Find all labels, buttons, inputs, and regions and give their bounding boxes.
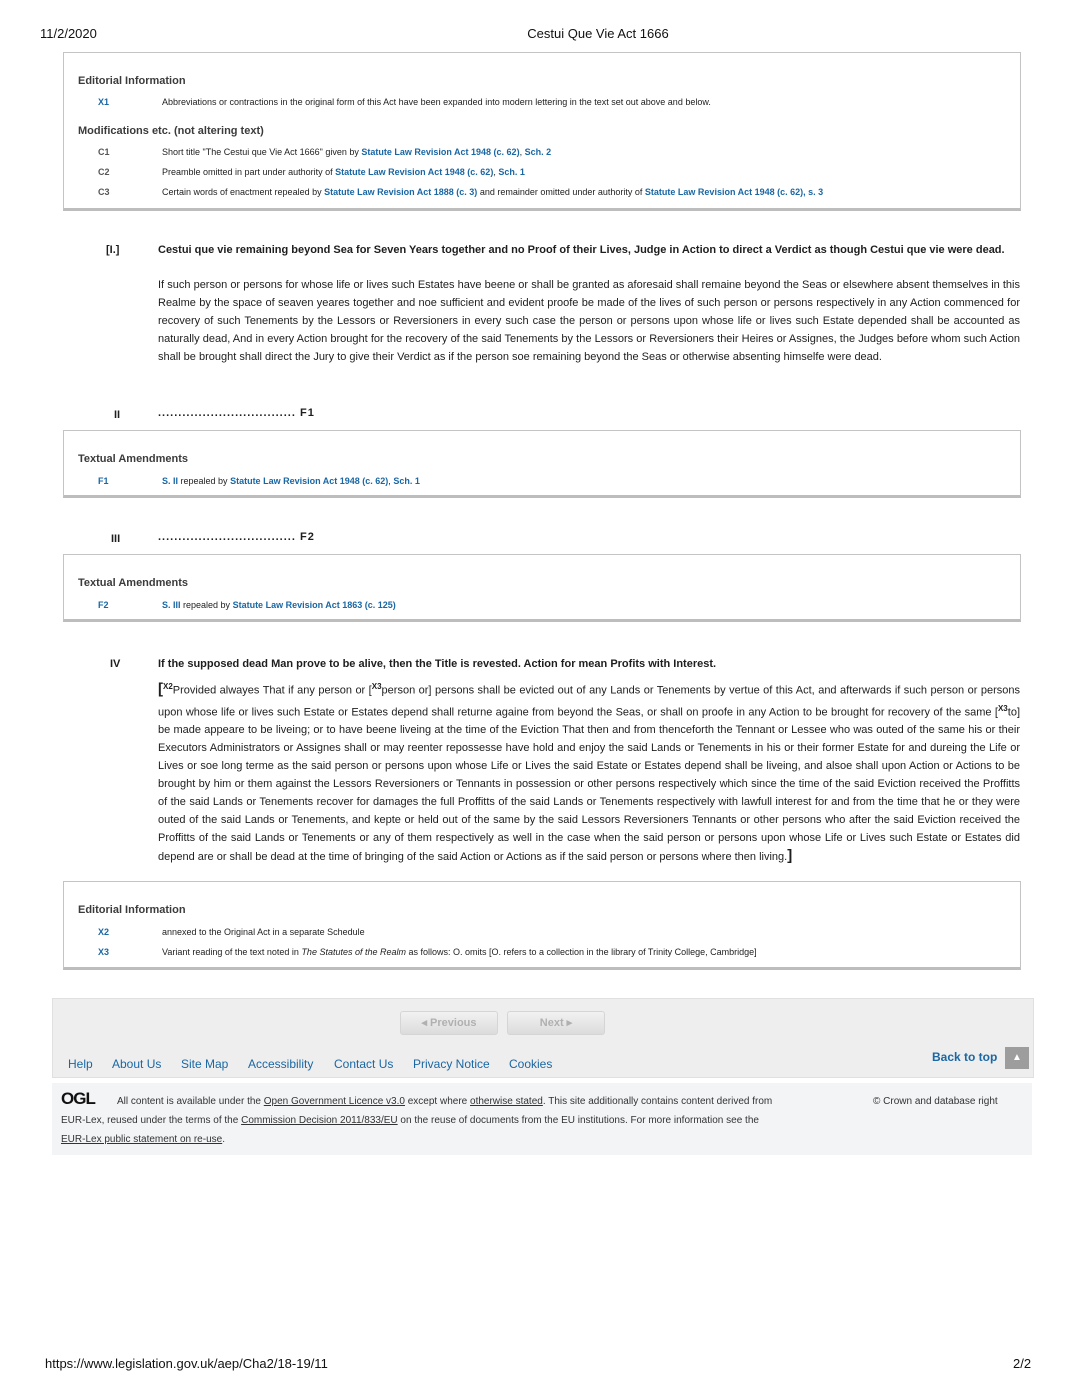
text: person or] persons shall be evicted out of any Lands or Tenements by vertue of this Act, and afterwards if such person or persons upon whose life or lives such Estate or Estates depend shall returne againe from beyond the Seas, or shall on proofe in any Action to be brought for recovery of the same [ [158,684,1020,719]
annotation-key-f1[interactable]: F1 [98,476,109,486]
chevron-right-icon: ▸ [563,1017,573,1029]
link-schedule[interactable]: Sch. 1 [498,167,525,177]
section-number-2: II [114,409,121,421]
annotation-text-x1: Abbreviations or contractions in the original form of this Act have been expanded into modern lettering in the text set out above and below. [162,97,711,107]
section-number-1: [I.] [106,244,120,256]
text: , [519,147,525,157]
editorial-box-bottom [63,881,1021,970]
text: , [388,476,394,486]
text: Provided alwayes That if any person or [ [172,684,372,697]
link-section-2[interactable]: S. II [162,476,179,486]
ogl-licence-link[interactable]: Open Government Licence v3.0 [263,1096,405,1107]
commission-decision-link[interactable]: Commission Decision 2011/833/EU [241,1115,398,1126]
dots: .................................. [158,531,296,543]
amendment-ref-f2[interactable]: F2 [299,531,315,543]
textual-amendments-box-2 [63,554,1021,622]
annotation-text-x3 [162,947,757,957]
ogl-logo: OGL [61,1089,95,1108]
editorial-box-top [63,52,1021,211]
text: and remainder omitted under authority of [477,187,645,197]
text: repealed by [178,476,231,486]
link-schedule[interactable]: Sch. 1 [393,476,420,486]
text: Certain words of enactment repealed by [162,187,325,197]
repealed-placeholder-3 [158,531,315,543]
bracket-open: [ [158,680,163,698]
licence-line-3 [61,1130,225,1149]
link-statute[interactable]: Statute Law Revision Act 1863 (c. 125) [232,600,396,610]
editorial-heading: Editorial Information [78,75,186,87]
annotation-key-c1: C1 [98,147,110,157]
annotation-text-c2 [162,167,525,177]
previous-label: Previous [430,1017,477,1029]
footer-link-about[interactable]: About Us [112,1057,162,1071]
annotation-text-c3 [162,187,823,197]
repealed-placeholder-2 [158,407,315,419]
arrow-up-icon[interactable]: ▲ [1005,1047,1029,1069]
footer-link-accessibility[interactable]: Accessibility [248,1057,314,1071]
annotation-text-x2: annexed to the Original Act in a separate Schedule [162,927,365,937]
text: repealed by [180,600,233,610]
print-title: Cestui Que Vie Act 1666 [527,26,669,41]
section-text-4 [158,678,1020,866]
editorial-heading: Editorial Information [78,904,186,916]
back-to-top-link[interactable]: Back to top [932,1050,998,1064]
eur-lex-statement-link[interactable]: EUR-Lex public statement on re-use [61,1134,223,1145]
annotation-text-f2 [162,600,396,610]
annotation-key-x1[interactable]: X1 [98,97,110,107]
chevron-left-icon: ◂ [421,1017,431,1029]
text: on the reuse of documents from the EU institutions. For more information see the [397,1115,759,1126]
previous-button[interactable] [400,1011,498,1035]
annotation-ref-x3[interactable]: X3 [997,703,1008,713]
link-statute[interactable]: Statute Law Revision Act 1948 (c. 62) [335,167,494,177]
text: to] be made appeare to be liveing; or to have beene liveing at the time of the Eviction That then and from thenceforth the Tennant or Lessee who was outed of the same his or their Executors Administrators or Assignes shall or may reenter repossesse have hold and enjoy the said Lands or Tenements in his or their former Estate for and dureing the Life or Lives or soe long terme as the said person or persons upon whose Life or Lives the said Estate or Estates depend shall be liveing, and alsoe shall upon Action or Actions to be brought by him or them against the Lessors Reversioners or Tennants in possession or other persons respectively which since the time of the said Eviction received the Proffitts of the said Lands or Tenements recover for damages the full Proffitts of the said Lands or Tenements respectively with lawfull interest for and from the time that he or they were outed of the said Lands or Tenements, and kepte or held out of the same by the said Lessors Reversioners Tennants or other persons who after the said Eviction received the Proffitts of the said Lands or Tenements or any of them respectively as well in the case when the said person or persons upon whose Life or Lives such Estate or Estates did depend are or shall be dead at the time of bringing of the said Action or Actions as if the said person or persons where then living. [158,706,1020,864]
annotation-text-f1 [162,476,420,486]
text: Short title "The Cestui que Vie Act 1666" given by [162,147,362,157]
section-number-3: III [111,533,121,545]
crown-copyright: © Crown and database right [873,1096,998,1107]
footer-link-help[interactable]: Help [68,1057,93,1071]
bracket-close: ] [787,847,793,865]
page-number: 2/2 [1013,1356,1032,1371]
annotation-ref-x3[interactable]: X3 [371,682,382,691]
text: Variant reading of the text noted in [162,947,302,957]
text: . This site additionally contains content derived from [542,1096,773,1107]
link-section[interactable]: , s. 3 [803,187,824,197]
link-statute[interactable]: Statute Law Revision Act 1888 (c. 3) [324,187,478,197]
section-number-4: IV [110,658,121,670]
text: All content is available under the [117,1096,264,1107]
textual-amendments-box-1 [63,430,1021,498]
link-statute[interactable]: Statute Law Revision Act 1948 (c. 62) [230,476,389,486]
footer-link-privacy[interactable]: Privacy Notice [413,1057,490,1071]
section-heading-4: If the supposed dead Man prove to be alive, then the Title is revested. Action for mean Profits with Interest. [158,658,717,670]
dots: .................................. [158,407,296,419]
next-label: Next [539,1017,564,1029]
annotation-key-c3: C3 [98,187,110,197]
text: , [493,167,499,177]
link-statute[interactable]: Statute Law Revision Act 1948 (c. 62) [361,147,520,157]
text: EUR-Lex, reused under the terms of the [61,1115,242,1126]
text-italic: The Statutes of the Realm [301,947,406,957]
footer-link-cookies[interactable]: Cookies [509,1057,553,1071]
licence-line-2 [61,1111,759,1130]
link-schedule[interactable]: Sch. 2 [524,147,552,157]
otherwise-stated-link[interactable]: otherwise stated [470,1096,543,1107]
annotation-text-c1 [162,147,551,157]
amendment-ref-f1[interactable]: F1 [299,407,315,419]
section-text-1: If such person or persons for whose life or lives such Estates have beene or shall be granted as aforesaid shall remaine beyond the Seas or elsewhere absent themselves in this Realme by the space of seaven yeares together and noe sufficient and evident proofe be made of the lives of such person or persons respectively in any Action commenced for recovery of such Tenements by the Lessors or Reversioners in every such case the person or persons upon whose life or lives such Estate depended shall be accounted as naturally dead, And in every Action brought for the recovery of the said Tenements by the Lessors or Reversioners their Heires or Assignes, the Judges before whom such Action shall be brought shall direct the Jury to give their Verdict as if the person soe remaining beyond the Seas or otherwise absenting himselfe were dead. [158,279,1020,363]
annotation-ref-x2[interactable]: X2 [163,682,173,691]
text: . [222,1134,225,1145]
footer-link-contact[interactable]: Contact Us [334,1057,394,1071]
textual-amendments-heading: Textual Amendments [78,453,189,465]
annotation-key-c2: C2 [98,167,110,177]
licence-line-1 [117,1092,772,1111]
link-section-3[interactable]: S. III [162,600,181,610]
text: Preamble omitted in part under authority of [162,167,336,177]
modifications-heading: Modifications etc. (not altering text) [78,125,264,137]
text: as follows: O. omits [O. refers to a collection in the library of Trinity College, Cambridge] [406,947,757,957]
print-url: https://www.legislation.gov.uk/aep/Cha2/18-19/11 [45,1356,328,1371]
textual-amendments-heading: Textual Amendments [78,577,189,589]
next-button[interactable] [507,1011,605,1035]
annotation-key-f2[interactable]: F2 [98,600,109,610]
section-heading-1: Cestui que vie remaining beyond Sea for Seven Years together and no Proof of their Lives, Judge in Action to direct a Verdict as though Cestui que vie were dead. [158,244,1005,256]
link-statute-2[interactable]: Statute Law Revision Act 1948 (c. 62) [644,187,804,197]
footer-link-sitemap[interactable]: Site Map [181,1057,229,1071]
print-date: 11/2/2020 [40,26,97,41]
text: except where [404,1096,471,1107]
annotation-key-x3[interactable]: X3 [98,947,110,957]
annotation-key-x2[interactable]: X2 [98,927,110,937]
